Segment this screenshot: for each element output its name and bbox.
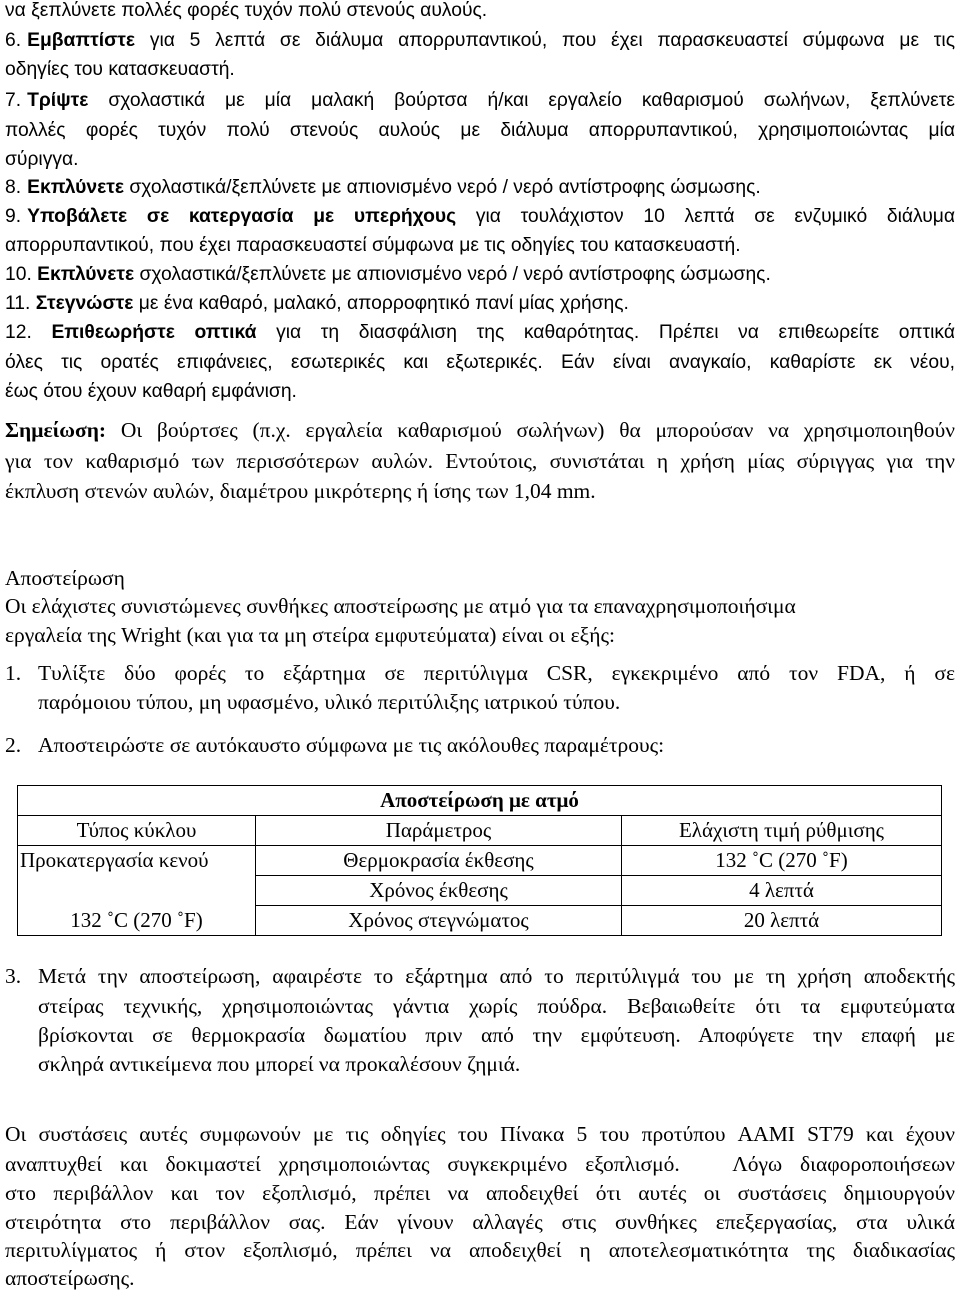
text-line: πολλές φορές τυχόν πολύ στενούς αυλούς με διάλυμα απορρυπαντικού, χρησιμοποιώντας μία xyxy=(5,120,955,141)
text-line: Τυλίξτε δύο φορές το εξάρτημα σε περιτύλιγμα CSR, εγκεκριμένο από τον FDA, ή σε xyxy=(38,661,955,685)
text-line: οδηγίες του κατασκευαστή. xyxy=(5,59,235,80)
table-header: Τύπος κύκλου xyxy=(18,816,256,846)
step-text: Πρέπει να επιθεωρείτε οπτικά xyxy=(658,322,955,343)
closing-line5 xyxy=(5,1240,955,1262)
table-cell: 4 λεπτά xyxy=(622,876,942,906)
text-line: Αποστειρώστε σε αυτόκαυστο σύμφωνα με τις ακόλουθες παραμέτρους: xyxy=(38,733,665,757)
text-line: να ξεπλύνετε πολλές φορές τυχόν πολύ στενούς αυλούς. xyxy=(5,0,488,21)
list-item-1 xyxy=(38,663,955,685)
closing-line6 xyxy=(5,1268,135,1290)
table-row xyxy=(18,876,942,906)
list-item-1-line2 xyxy=(38,692,620,714)
step-keyword: Εμβαπτίστε xyxy=(27,30,136,51)
step-text: για τουλάχιστον 10 λεπτά σε ενζυμικό διάλυμα xyxy=(475,206,955,227)
closing-line2 xyxy=(5,1154,955,1176)
step-text: για 5 λεπτά σε διάλυμα απορρυπαντικού, που έχει παρασκευαστεί σύμφωνα με τις xyxy=(149,30,955,51)
intro-line2 xyxy=(5,625,615,647)
step-7-line2 xyxy=(5,121,955,140)
step-number: 11. xyxy=(5,293,31,314)
step-7 xyxy=(5,91,955,110)
list-item-3-line4 xyxy=(38,1054,520,1076)
note-line2 xyxy=(5,451,955,473)
text-line: Οι συστάσεις αυτές συμφωνούν με τις οδηγίες του Πίνακα 5 του προτύπου AAMI ST79 και έχουν xyxy=(5,1122,955,1146)
list-item-3-line2 xyxy=(38,996,955,1018)
closing-line1 xyxy=(5,1124,955,1146)
sterilization-table xyxy=(17,785,942,936)
table-title-row xyxy=(18,786,942,816)
step-number: 10. xyxy=(5,264,32,285)
text-line: αναπτυχθεί και δοκιμαστεί χρησιμοποιώντας συγκεκριμένο εξοπλισμό. Λόγω διαφοροποιήσεων xyxy=(5,1152,955,1176)
step-12-line3 xyxy=(5,382,297,401)
step-text: σχολαστικά/ξεπλύνετε με απιονισμένο νερό / νερό αντίστροφης ώσμωσης. xyxy=(139,264,771,285)
step-keyword: Εκπλύνετε xyxy=(27,177,125,198)
text-line: εργαλεία της Wright (και για τα μη στείρα εμφυτεύματα) είναι οι εξής: xyxy=(5,623,615,647)
table-cell: 132 ˚C (270 ˚F) xyxy=(18,906,256,936)
text-line: έκπλυση στενών αυλών, διαμέτρου μικρότερης ή ίσης των 1,04 mm. xyxy=(5,479,596,503)
table-title: Αποστείρωση με ατμό xyxy=(18,786,942,816)
table-header: Παράμετρος xyxy=(256,816,622,846)
step-7-line3 xyxy=(5,150,78,169)
step-keyword: Τρίψτε xyxy=(27,90,89,111)
text-line: για τον καθαρισμό των περισσότερων αυλών. xyxy=(5,449,433,473)
table-cell: Προκατεργασία κενού xyxy=(18,846,256,876)
text-line: Οι ελάχιστες συνιστώμενες συνθήκες αποστείρωσης με ατμό για τα επαναχρησιμοποιήσιμα xyxy=(5,594,796,618)
text-line: όλες τις ορατές επιφάνειες, εσωτερικές και εξωτερικές. xyxy=(5,352,543,373)
note-label: Σημείωση: xyxy=(5,418,107,442)
step-number: 6. xyxy=(5,30,22,51)
text-line: στείρας τεχνικής, χρησιμοποιώντας γάντια χωρίς πούδρα. Βεβαιωθείτε ότι τα εμφυτεύματα xyxy=(38,994,955,1018)
step-text: σχολαστικά/ξεπλύνετε με απιονισμένο νερό / νερό αντίστροφης ώσμωσης. xyxy=(129,177,761,198)
text-line: στειρότητα στο περιβάλλον σας. Εάν γίνουν αλλαγές στις συνθήκες επεξεργασίας, στα υλικά xyxy=(5,1210,955,1234)
list-number xyxy=(5,966,21,988)
step-keyword: Εκπλύνετε xyxy=(37,264,135,285)
table-cell: 132 ˚C (270 ˚F) xyxy=(622,846,942,876)
text-line: Οι βούρτσες (π.χ. εργαλεία καθαρισμού σωλήνων) θα μπορούσαν να χρησιμοποιηθούν xyxy=(120,418,956,442)
step-9-line2 xyxy=(5,236,741,255)
table-row xyxy=(18,906,942,936)
step-11 xyxy=(5,294,629,313)
text-line: στο περιβάλλον και τον εξοπλισμό, πρέπει να αποδειχθεί ότι αυτές οι συστάσεις δημιουργούν xyxy=(5,1181,955,1205)
text-line: έως ότου έχουν καθαρή εμφάνιση. xyxy=(5,381,297,402)
table-cell: Χρόνος στεγνώματος xyxy=(256,906,622,936)
list-item-3 xyxy=(38,966,955,988)
step-text: για τη διασφάλιση της καθαρότητας. xyxy=(276,322,640,343)
step-6-line2 xyxy=(5,60,235,79)
text-line: Εάν είναι αναγκαίο, καθαρίστε εκ νέου, xyxy=(560,352,955,373)
text-line: απορρυπαντικού, που έχει παρασκευαστεί σύμφωνα με τις οδηγίες του κατασκευαστή. xyxy=(5,235,741,256)
list-item-3-line3 xyxy=(38,1025,955,1047)
list-number xyxy=(5,735,21,757)
text-line: Εντούτοις, συνιστάται η χρήση μίας σύριγγας για την xyxy=(445,449,955,473)
item-number: 2. xyxy=(5,733,22,757)
item-number: 3. xyxy=(5,964,22,988)
step-number: 7. xyxy=(5,90,22,111)
closing-line3 xyxy=(5,1183,955,1205)
table-cell xyxy=(18,876,256,906)
text-line: περιτυλίγματος ή στον εξοπλισμό, πρέπει να αποδειχθεί η αποτελεσματικότητα της διαδικασίας xyxy=(5,1238,955,1262)
text-line: παρόμοιου τύπου, μη υφασμένο, υλικό περιτύλιξης ιατρικού τύπου. xyxy=(38,690,621,714)
step-text: με ένα καθαρό, μαλακό, απορροφητικό πανί μίας χρήσης. xyxy=(138,293,629,314)
step-number: 9. xyxy=(5,206,22,227)
closing-line4 xyxy=(5,1212,955,1234)
table-header-row xyxy=(18,816,942,846)
step-keyword: Υποβάλετε σε κατεργασία με υπερήχους xyxy=(27,206,457,227)
text-line: αποστείρωσης. xyxy=(5,1266,135,1290)
step-6 xyxy=(5,31,955,50)
step-number: 8. xyxy=(5,177,22,198)
section-heading xyxy=(5,568,125,590)
step-10 xyxy=(5,265,771,284)
text-line: βρίσκονται σε θερμοκρασία δωματίου πριν από την εμφύτευση. Αποφύγετε την επαφή με xyxy=(38,1023,955,1047)
step-8 xyxy=(5,178,761,197)
list-number xyxy=(5,663,21,685)
list-item-2 xyxy=(38,735,664,757)
text-line: σύριγγα. xyxy=(5,149,79,170)
table-header: Ελάχιστη τιμή ρύθμισης xyxy=(622,816,942,846)
text-line: Μετά την αποστείρωση, αφαιρέστε το εξάρτημα από το περιτύλιγμά του με τη χρήση αποδεκτής xyxy=(38,964,955,988)
step-12 xyxy=(5,323,955,342)
table-cell: Χρόνος έκθεσης xyxy=(256,876,622,906)
item-number: 1. xyxy=(5,661,22,685)
step-keyword: Στεγνώστε xyxy=(35,293,134,314)
step-9 xyxy=(5,207,955,226)
step-keyword: Επιθεωρήστε οπτικά xyxy=(51,322,257,343)
note-block xyxy=(5,420,955,442)
step-continuation xyxy=(5,1,487,20)
text-line: σκληρά αντικείμενα που μπορεί να προκαλέσουν ζημιά. xyxy=(38,1052,521,1076)
step-text: σχολαστικά με μία μαλακή βούρτσα ή/και εργαλείο καθαρισμού σωλήνων, ξεπλύνετε xyxy=(108,90,955,111)
step-12-line2 xyxy=(5,353,955,372)
heading-text: Αποστείρωση xyxy=(5,566,125,590)
intro-line1 xyxy=(5,596,796,618)
table-cell: Θερμοκρασία έκθεσης xyxy=(256,846,622,876)
table-row xyxy=(18,846,942,876)
note-line3 xyxy=(5,481,596,503)
step-number: 12. xyxy=(5,322,32,343)
table-cell: 20 λεπτά xyxy=(622,906,942,936)
